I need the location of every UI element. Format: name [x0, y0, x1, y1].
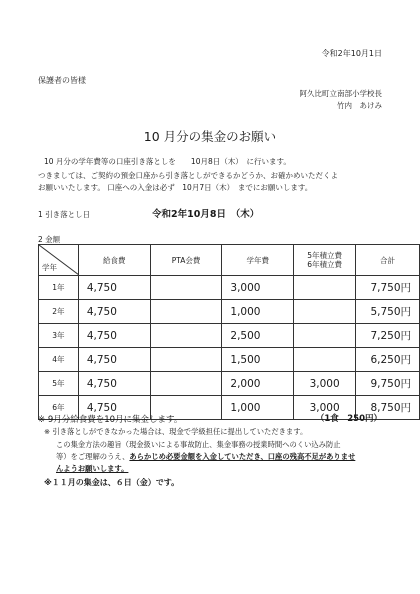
- section-debit-date-value: 令和2年10月8日 （木）: [152, 209, 260, 220]
- table-row: [39, 324, 420, 348]
- cell-total: 9,750円: [356, 372, 420, 396]
- cell-savings-fee: [294, 276, 356, 300]
- document-date: 令和2年10月1日: [321, 49, 382, 58]
- cell-grade-fee: 2,500: [222, 324, 294, 348]
- table-row: [39, 276, 420, 300]
- note-request-plain: 等）をご理解のうえ、: [56, 452, 130, 461]
- cell-savings-fee: 3,000: [294, 372, 356, 396]
- table-row: [39, 372, 420, 396]
- cell-lunch-fee: 4,750: [78, 348, 150, 372]
- body-line-1: 10 月分の学年費等の口座引き落としを 10月8日（木） に行います。: [44, 157, 291, 166]
- body-line-3: お願いいたします。 口座への入金は必ず 10月7日（木） までにお願いします。: [38, 183, 313, 192]
- section-debit-date-label: 1 引き落とし日: [38, 210, 91, 219]
- cell-grade: 5年: [39, 372, 79, 396]
- principal-name: 竹内 あけみ: [337, 101, 382, 110]
- note-request-emphasis: あらかじめ必要金額を入金していただき、口座の残高不足がありませ: [129, 452, 356, 461]
- header-savings-fee-line2: 6年積立費: [307, 260, 343, 269]
- cell-total: 8,750円: [356, 396, 420, 420]
- grade-header-label: 学年: [42, 263, 57, 272]
- cell-total: 7,750円: [356, 276, 420, 300]
- section-amount-label: 2 金額: [38, 235, 61, 244]
- header-pta-fee: PTA会費: [150, 245, 222, 276]
- grade-corner-header: [39, 245, 79, 276]
- fee-table-header: [39, 245, 420, 276]
- note-lunch: ※ 9月分給食費を10月に集金します。: [38, 415, 183, 425]
- cell-grade: 4年: [39, 348, 79, 372]
- note-request-end: んようお願いします。: [56, 464, 129, 473]
- cell-pta-fee: [150, 372, 222, 396]
- cell-grade-fee: 1,000: [222, 300, 294, 324]
- cell-grade: 1年: [39, 276, 79, 300]
- cell-grade: 3年: [39, 324, 79, 348]
- header-lunch-fee: 給食費: [78, 245, 150, 276]
- cell-total: 5,750円: [356, 300, 420, 324]
- note-next-collection: ※１１月の集金は、６日（金）です。: [44, 478, 180, 487]
- note-lunch-price: （1食 250円）: [315, 414, 382, 424]
- header-savings-fee: [294, 245, 356, 276]
- cell-savings-fee: 3,000: [294, 396, 356, 420]
- header-savings-fee-line1: 5年積立費: [307, 251, 343, 260]
- cell-total: 6,250円: [356, 348, 420, 372]
- cell-grade-fee: 1,500: [222, 348, 294, 372]
- cell-savings-fee: [294, 324, 356, 348]
- page-title: 10 月分の集金のお願い: [143, 129, 277, 144]
- cell-lunch-fee: 4,750: [78, 276, 150, 300]
- table-row: [39, 300, 420, 324]
- recipient-line: 保護者の皆様: [38, 76, 86, 85]
- cell-grade-fee: 2,000: [222, 372, 294, 396]
- note-cash-fallback: ※ 引き落としができなかった場合は、現金で学級担任に提出していただきます。: [44, 427, 308, 436]
- cell-pta-fee: [150, 276, 222, 300]
- cell-pta-fee: [150, 300, 222, 324]
- cell-grade-fee: 1,000: [222, 396, 294, 420]
- cell-grade-fee: 3,000: [222, 276, 294, 300]
- cell-lunch-fee: 4,750: [78, 300, 150, 324]
- cell-lunch-fee: 4,750: [78, 324, 150, 348]
- note-request: [56, 452, 355, 462]
- cell-grade: 6年: [39, 396, 79, 420]
- header-total: 合計: [356, 245, 420, 276]
- school-name: 阿久比町立南部小学校長: [299, 89, 382, 98]
- cell-total: 7,250円: [356, 324, 420, 348]
- table-row: [39, 348, 420, 372]
- cell-savings-fee: [294, 300, 356, 324]
- cell-lunch-fee: 4,750: [78, 372, 150, 396]
- header-grade-fee: 学年費: [222, 245, 294, 276]
- cell-pta-fee: [150, 348, 222, 372]
- body-line-2: つきましては、ご契約の預金口座から引き落としができるかどうか、お確かめいただくよ: [38, 171, 338, 180]
- cell-pta-fee: [150, 324, 222, 348]
- fee-table: [38, 244, 420, 420]
- note-purpose: この集金方法の趣旨（現金扱いによる事故防止、集金事務の授業時間へのくい込み防止: [56, 440, 341, 449]
- cell-savings-fee: [294, 348, 356, 372]
- cell-grade: 2年: [39, 300, 79, 324]
- cell-lunch-fee: 4,750: [78, 396, 150, 420]
